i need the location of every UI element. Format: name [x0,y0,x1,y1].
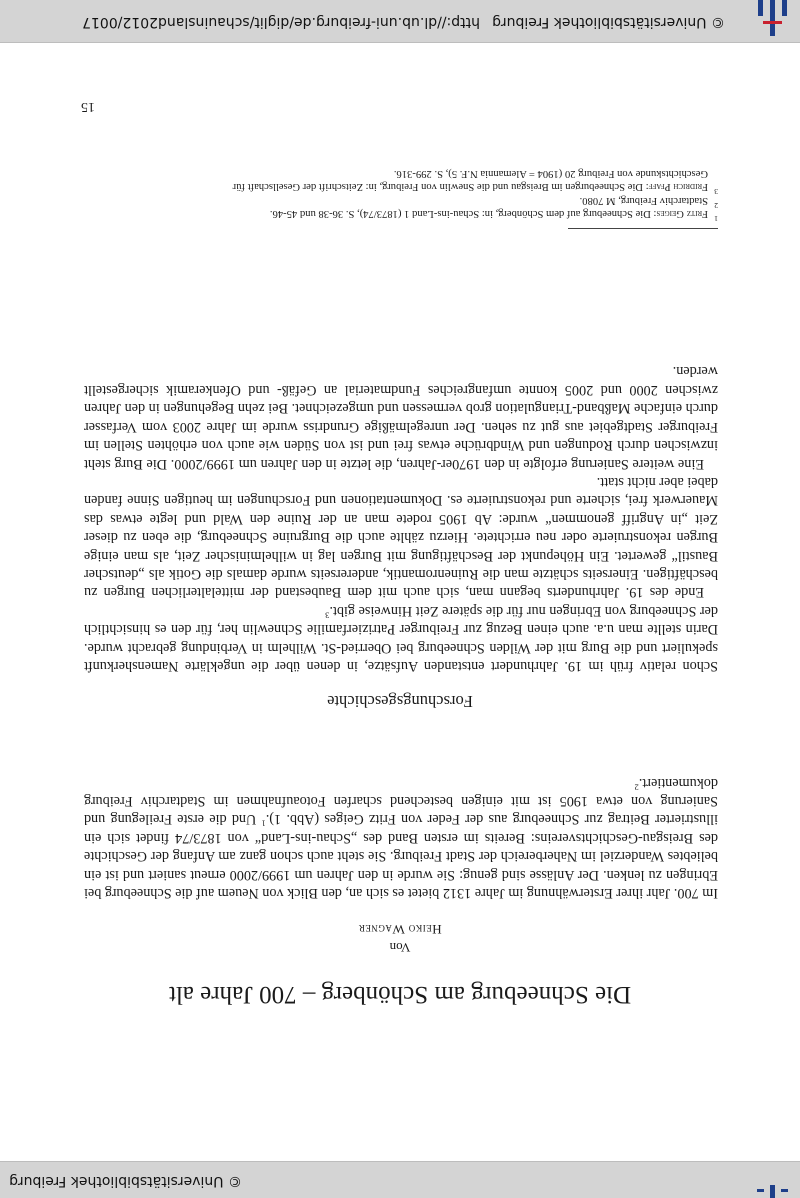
footnote-text: Stadtarchiv Freiburg, M 7080. [579,194,708,206]
paragraph-3: Eine weitere Sanierung erfolgte in den 1970er-Jahren, die letzte in den Jahren um 1999/2000. Die Burg steht inzwischen durch Rodungen und Windbrüche etwas frei und ist von Süden wie auch von erhöhten Stellen im Freiburger Stadtgebiet aus gut zu sehen. Der unregelmäßige Grundriss wurde im Jahre 2003 vom Verfasser durch einfache Maßband-Triangulation grob vermessen und umgezeichnet. Bei zehn Begehungen in den Jahren zwischen 2000 und 2005 konnte umfangreiches Fundmaterial an Gefäß- und Ofenkeramik sichergestellt werden. [84,363,718,472]
footnote-author: Fridrich Pfaff [648,181,708,193]
intro-text-continued: Und die erste Freilegung und Sanierung von etwa 1905 ist mit einigen bestechend scharfen Fotoaufnahmen im Stadtarchiv Freiburg dokumentiert. [83,774,718,828]
author-name: Heiko Wagner [358,922,442,937]
footnote-text: : Die Schneeburg auf dem Schönberg, in: Schau-ins-Land 1 (1873/74), S. 36-38 und 45-46. [269,208,657,219]
footnote-number: 1 [714,214,718,223]
footnote-number: 3 [714,187,718,197]
copyright-text: © Universitätsbibliothek Freiburg [9,1173,242,1189]
footer-bar [0,0,800,43]
paragraph-2: Ende des 19. Jahrhunderts begann man, sich auch mit dem Baubestand der mittelalterlichen Burgen zu beschäftigen. Einerseits schätzte man die Ruinenromantik, andererseits wurde damals die Gotik als „deutscher Baustil“ gewertet. Ein Höhepunkt der Beschäftigung mit Burgen lag in wilhelminischer Zeit, als man einige Burgen rekonstruierte oder neu errichtete. Hierzu zählte auch die Burgruine Schneeburg, die eben zu dieser Zeit „in Angriff genommen“ wurde: Ab 1905 rodete man an der Ruine den Wald und legte etwas das Mauerwerk frei, sicherte und rekonstruierte es. Dokumentationen und Forschungen im heutigen Sinne fanden dabei aber nicht statt. [84,473,718,601]
byline-prefix: Von [389,940,411,955]
footnote-2 [84,193,718,210]
page-number: 15 [81,99,95,114]
footnote-text: : Die Schneeburgen im Breisgau und die Snewlin von Freiburg, in: Zeitschrift der Gesellschaft für [232,181,649,193]
intro-text: Im 700. Jahr ihrer Ersterwähnung im Jahre 1312 bietet es sich an, den Blick von Neuem auf die Schneeburg bei Ebringen zu lenken. Der Anlässe sind genug: Sie wurde in den Jahren um 1999/2000 erneut saniert und ist ein beliebtes Wanderziel im Naherbereich der Stadt Freiburg. Sie steht auch schon ganz am Anfang der Geschichte des Breisgau-Geschichtsvereins: Bereits im ersten Band des „Schau-ins-Land“ von 1873/74 findet sich ein illustrierter Beitrag zur Schneeburg aus der Feder von Fritz Geiges (Abb. 1). [84,811,718,901]
header-bar [0,1161,800,1198]
footnote-1 [84,207,718,223]
intro-paragraph [84,773,718,902]
university-logo-icon-footer [752,0,792,36]
footnote-ref-3[interactable]: 3 [325,610,330,621]
footer-copyright-text: © Universitätsbibliothek Freiburg [492,14,725,30]
article-body [84,362,718,675]
footnote-3 [84,166,718,197]
university-logo-icon [752,1162,792,1198]
footnotes [84,166,718,223]
footnote-ref-1[interactable]: 1 [261,819,266,830]
footnote-ref-2[interactable]: 2 [634,782,639,793]
section-heading: Forschungsgeschichte [327,692,473,711]
footnote-number: 2 [714,200,718,210]
footnote-author: Fritz Geiges [656,208,708,219]
paragraph-1: Schon relativ früh im 19. Jahrhundert entstanden Aufsätze, in denen über die ungeklärte Namensherkunft spekuliert und die Burg mit der Wilden Schneeburg bei Oberried-St. Wilhelm in Verbindung gebracht wurde. Darin stellte man u.a. auch einen Bezug zur Freiburger Patrizierfamilie Schnewlin her, für den es hinsichtlich der Schneeburg von Ebringen nur für die spätere Zeit Hinweise gibt. [84,602,718,674]
article-title: Die Schneeburg am Schönberg – 700 Jahre alt [168,981,632,1008]
footnote-text-continued: Geschichtskunde von Freiburg 20 (1904 = Alemannia N.F. 5), S. 299-316. [393,167,708,179]
document-url-link[interactable]: http://dl.ub.uni-freiburg.de/diglit/schauinsland2012/0017 [82,14,480,30]
footnote-divider [568,228,718,229]
